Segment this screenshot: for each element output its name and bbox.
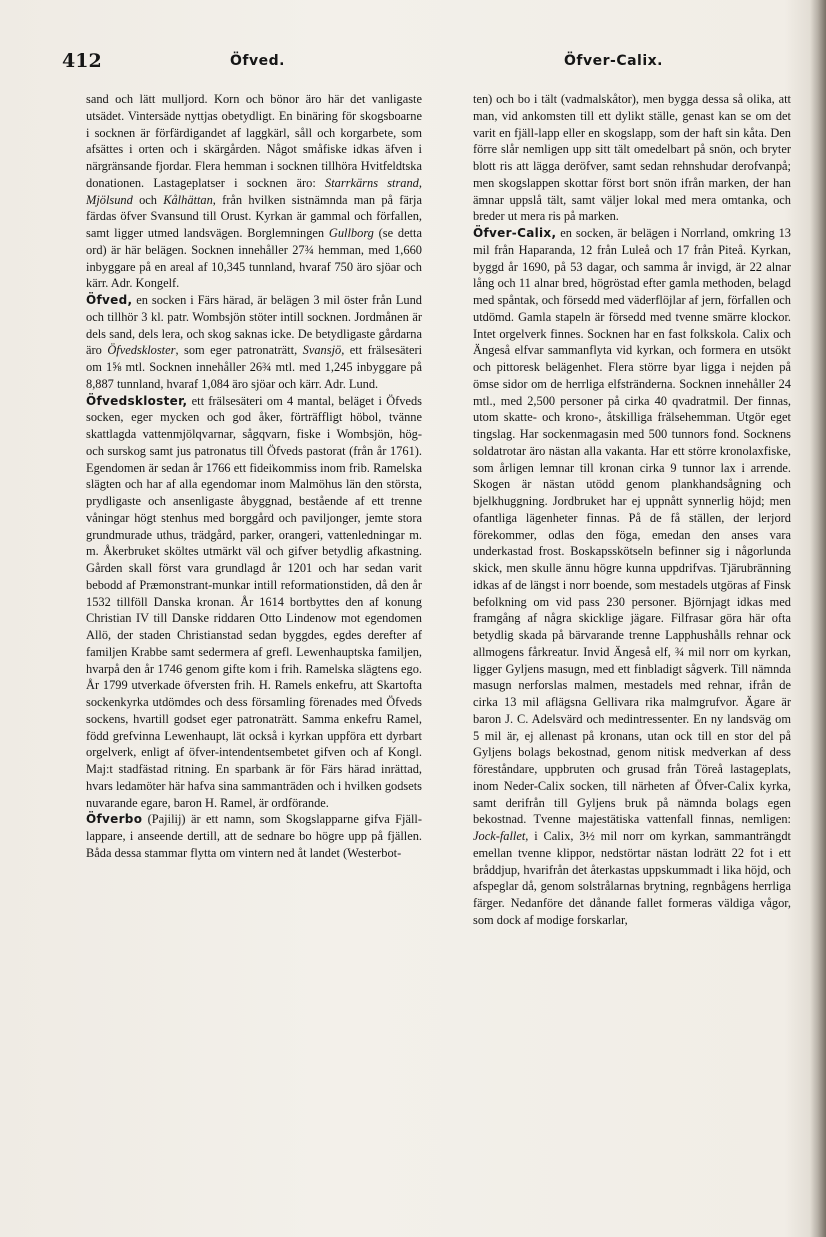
entry-ofver-calix: Öfver-Calix, en socken, är belägen i Norrland, omkring 13 mil från Haparanda, 12 från Luleå och 17 från Piteå. Kyrkan, byggd år 1690, på 53 dagar, och samma år invigd, är 22 alnar lång och 11 alnar bred, högröstad efter gamla methoden, belagd med spåntak, och försedd med väderflöjlar af jern, förfallen och utdömd. Gamla stapeln är försedd med tvenne smärre klockor. Intet orgelverk finnes. Socknen har en fast folkskola. Calix och Ängeså elfvar sammanflyta vid kyrkan, och formera en utsökt och pittoresk belägenhet. Flera större byar ligga i nejden på ömse sidor om de herrliga elfstränderna. Socknen innehåller 24 mtl., med 2,500 personer på cirka 40 qvadratmil. Der finnas, utom skatte- och krono-, åtskilliga frälsehemman. Utgör eget tingslag. Har sockenmagasin med 500 tunnors fond. Socknens soldatrotar äro nästan alla vakanta. Har ett större kronolaxfiske, som årligen lemnar till kronan cirka 9 tunnor lax i arrende. Skogen är nästan utödd genom plankhandsågning och bjelkhuggning. Jordbruket har ej uppnått synnerlig höjd; men ofantliga lägenheter finnas. På de få ställen, der lerjord förekommer, odlas den föga, emedan den anses vara underkastad frost. Boskapsskötseln befinner sig i någorlunda skick, men skulle ännu högre kunna uppdrifvas. Tjärubränning idkas af de längst i norr boende, som mestadels utgöras af Finsk befolkning om vid pass 230 personer. Björnjagt idkas med framgång af några skicklige jägare. Filfrasar göra här ofta betydlig skada på bärvarande trenne Lapphushålls rehnar ock allmogens fårkreatur. Invid Ängeså elf, ¾ mil norr om kyrkan, ligger Gyljens masugn, med ett finbladigt sågverk. Till nämnda masugn nerforslas malmen, mestadels med rehnar, ifrån de cirka 13 mil aflägsna Gellivara rika malmgrufvor. Ägare är baron J. C. Adelsvärd och medintressenter. En ny landsväg om 5 mil är, ej allenast på kronans, utan ock till en stor del på Gyljens bolags bekostnad, genom nitisk medverkan af dess föreståndare, uppbruten och grusad från Töreå lastageplats, inom Neder-Calix socken, till närheten af Öfver-Calix kyrka, samt derifrån till Gyljens bruk på nämnda bolags egen bekostnad. Tvenne majestätiska vattenfall finnas, nemligen: Jock-fallet, i Calix, 3½ mil norr om kyrkan, sammanträngdt emellan tvenne klippor, nedstörtar nästan lodrätt 22 fot i ett bråddjup, hvarifrån det återkastas uppskummadt i lika höjd, och afspeglar då, genom solstrålarnas brytning, regnbågens herrliga färger. Nedanföre det dånande fallet formeras väldiga vågor, som dock af modige forskarlar, [473,226,791,927]
left-column [86,91,422,862]
entry-continuation-paragraph: ten) och bo i tält (vadmalskåtor), men bygga dessa så olika, att man, vid ankomsten till ett dylikt ställe, genast kan se om det varit en fjäll-lapp eller en skogslapp, som der haft sin kåta. Den förre slår nemligen upp sitt tält omedelbart på snön, och bryter blott ris att lägga deröfver, samt sedan rehnshudar derofvanpå; men skogslappen skottar först bort snön ifrån marken, der han ämnar uppslå tält, samt väljer lokal med mera omtanka, och breder ut mera ris på marken. [473,92,791,224]
running-head-right: Öfver-Calix. [564,53,663,69]
headword: Öfverbo [86,812,143,827]
page-number: 412 [62,50,102,72]
page-edge-shadow [810,0,826,1237]
right-column [473,91,791,929]
headword: Öfvedskloster, [86,393,188,408]
headword: Öfved, [86,293,133,307]
entry-ofverbo: Öfverbo (Pajilij) är ett namn, som Skogslapparne gifva Fjäll-lappare, i anseende dertill, att de sednare bo högre upp på fjällen. Båda dessa stammar flytta om vintern ned åt landet (Westerbot- [86,812,422,860]
entry-ofved: Öfved, en socken i Färs härad, är belägen 3 mil öster från Lund och tillhör 3 kl. patr. Wombsjön stöter intill socknen. Jordmånen är dels sand, dels lera, och skog saknas icke. De betydligaste gårdarna äro Öfvedskloster, som eger patronaträtt, Svansjö, ett frälsesäteri om 1⅝ mtl. Socknen innehåller 26¾ mtl. med 1,245 inbyggare på 8,887 tunnland, hvaraf 1,084 äro sjöar och kärr. Adr. Lund. [86,293,423,391]
page-header [62,50,810,76]
entry-ofvedskloster: Öfvedskloster, ett frälsesäteri om 4 mantal, beläget i Öfveds socken, eger mycken och god åker, förträffligt höbol, tvänne skattlagda vattenmjölqvarnar, sågqvarn, fiske i Wombsjön, hög- och surskog samt jus patronatus till Öfveds pastorat (från år 1761). Egendomen är sedan år 1766 ett fideikommiss inom frib. Ramelska slägten och har af alla egendomar inom Malmöhus län den största, prydligaste och ansenligaste åbyggnad, bestående af ett trenne våningar högt stenhus med borggård och paviljonger, jemte stora grundmurade uthus, trädgård, parker, orangeri, vattenledningar m. m. Åkerbruket sköltes utmärkt väl och gifver betydlig afkastning. Gården skall först vara grundlagd år 1201 och har sedan varit bebodd af Præmonstrant-munkar intill reformationstiden, då den år 1532 tillföll Danska kronan. År 1614 bortbyttes den af konung Christian IV till Danske riddaren Otto Lindenow mot egendomen Allö, der staden Christianstad sedan byggdes, egdes derefter af familjen Krabbe samt sedermera af grefl. Lewenhauptska familjen, hvarpå den år 1746 genom gifte kom i frih. Ramelska slägtens ego. År 1799 utverkade öfversten frih. H. Ramels enkefru, att Skartofta sockenkyrka utdömdes och dess församling förenades med Öfveds sockens, hvartill godset eger patronaträtt. Samma enkefru Ramel, född grefvinna Lewenhaupt, lät också i kyrkan uppföra ett dyrbart orgelverk, enligt af öfver-intendentsembetet gifven och af Kongl. Maj:t stadfästad ritning. En sparbank är för Färs härad inrättad, hvars ledamöter här hafva sina sammanträden och i hvilken godsets nuvarande egare, baron H. Ramel, är ordförande. [86,393,422,810]
headword: Öfver-Calix, [473,226,557,240]
running-head-left: Öfved. [230,53,285,69]
entry-continuation-paragraph: sand och lätt mulljord. Korn och bönor äro här det vanligaste utsädet. Vintersäde nyttjas obetydligt. En binäring för skogsboarne i socknen är förfärdigandet af laggkärl, såll och korgarbete, som afsättes i orten och i skärgården. Något småfiske idkas äfven i närgränsande fjordar. Flera hemman i socknen tillhöra Hvitfeldtska donationen. Lastageplatser i socknen äro: Starrkärns strand, Mjölsund och Kålhättan, från hvilken sistnämnda man på färja färdas öfver Svansund till Orust. Kyrkan är gammal och förfallen, samt ligger utmed landsvägen. Borglemningen Gullborg (se detta ord) är här belägen. Socknen innehåller 27¾ hemman, med 1,660 inbyggare på en areal af 10,345 tunnland, hvaraf 750 äro sjöar och kärr. Adr. Kongelf. [86,92,422,291]
